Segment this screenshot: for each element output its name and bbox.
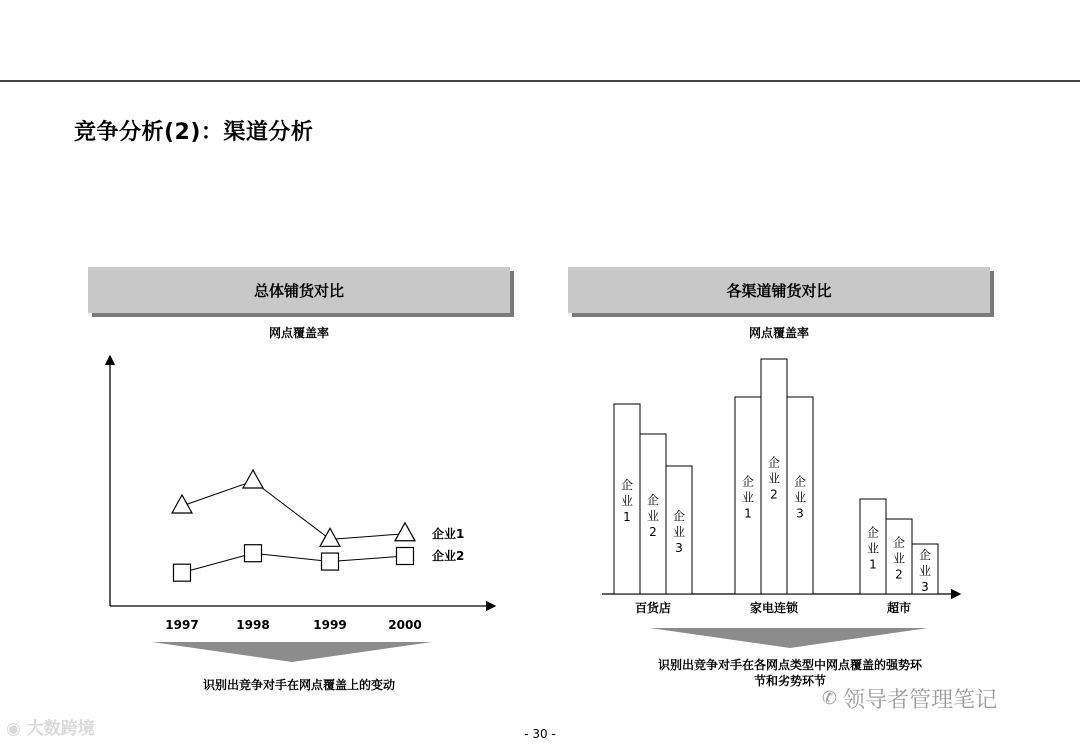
triangle-marker [395,523,415,541]
watermark-left [6,714,95,739]
bar-label: 企 [918,548,932,562]
bar-label: 2 [895,567,903,582]
category-label: 超市 [886,601,912,615]
category-label: 百货店 [634,601,672,615]
series-line [182,553,405,572]
bar-chart [614,359,938,615]
series-label: 企业2 [432,549,465,563]
bar-label: 企 [620,478,634,492]
bar-label: 企 [793,474,807,489]
bar-label: 业 [892,551,906,566]
bar-label: 企 [672,509,686,523]
watermark-right [822,683,997,714]
x-tick-label: 1999 [313,618,347,632]
bar-label: 业 [620,494,634,508]
triangle-marker [243,470,263,488]
watermark-logo-icon: ◉ [6,719,21,739]
bar-label: 企 [866,525,880,540]
bar-label: 业 [866,541,880,556]
x-tick-label: 1998 [236,618,270,632]
category-label: 家电连锁 [749,601,799,615]
watermark-right-text: 领导者管理笔记 [843,688,998,713]
square-marker [397,548,414,565]
watermark-left-text: 大数跨境 [26,719,95,739]
left-panel-caption: 识别出竞争对手在网点覆盖上的变动 [202,678,395,692]
bar-label: 企 [741,474,755,489]
bar-label: 业 [741,490,755,505]
wechat-icon: ✆ [822,688,838,709]
left-panel-header: 总体铺货对比 [88,267,510,313]
bar-label: 1 [744,506,752,521]
square-marker [174,564,191,581]
right-caption-line2: 节和劣势环节 [753,674,826,688]
series-label: 企业1 [432,526,465,541]
page-title: 竞争分析(2)：渠道分析 [74,120,314,145]
bar-label: 业 [767,471,781,486]
bar-label: 2 [649,525,657,539]
bar-label: 1 [623,510,631,524]
bar-label: 2 [770,487,778,502]
right-panel-header: 各渠道铺货对比 [568,267,990,313]
series-line [182,481,405,539]
bar-label: 3 [921,580,929,594]
page-number: - 30 - [524,727,556,741]
square-marker [322,553,339,570]
bar-label: 业 [918,564,932,578]
bar-label: 3 [796,506,804,521]
right-panel-subtitle: 网点覆盖率 [748,326,809,340]
line-chart [165,470,464,632]
left-down-arrow [152,642,432,662]
bar-label: 业 [793,490,807,505]
triangle-marker [320,528,340,546]
bar-label: 业 [646,509,660,523]
left-panel-subtitle: 网点覆盖率 [268,326,329,340]
right-down-arrow [650,628,928,648]
square-marker [245,545,262,562]
bar-label: 业 [672,525,686,539]
bar-label: 1 [869,557,877,572]
bar-label: 企 [892,535,906,550]
x-tick-label: 1997 [165,618,199,632]
bar-label: 3 [675,541,683,555]
right-caption-line1: 识别出竞争对手在各网点类型中网点覆盖的强势环 [657,658,922,672]
bar-label: 企 [646,493,660,507]
bar-label: 企 [767,455,781,470]
x-tick-label: 2000 [388,618,422,632]
